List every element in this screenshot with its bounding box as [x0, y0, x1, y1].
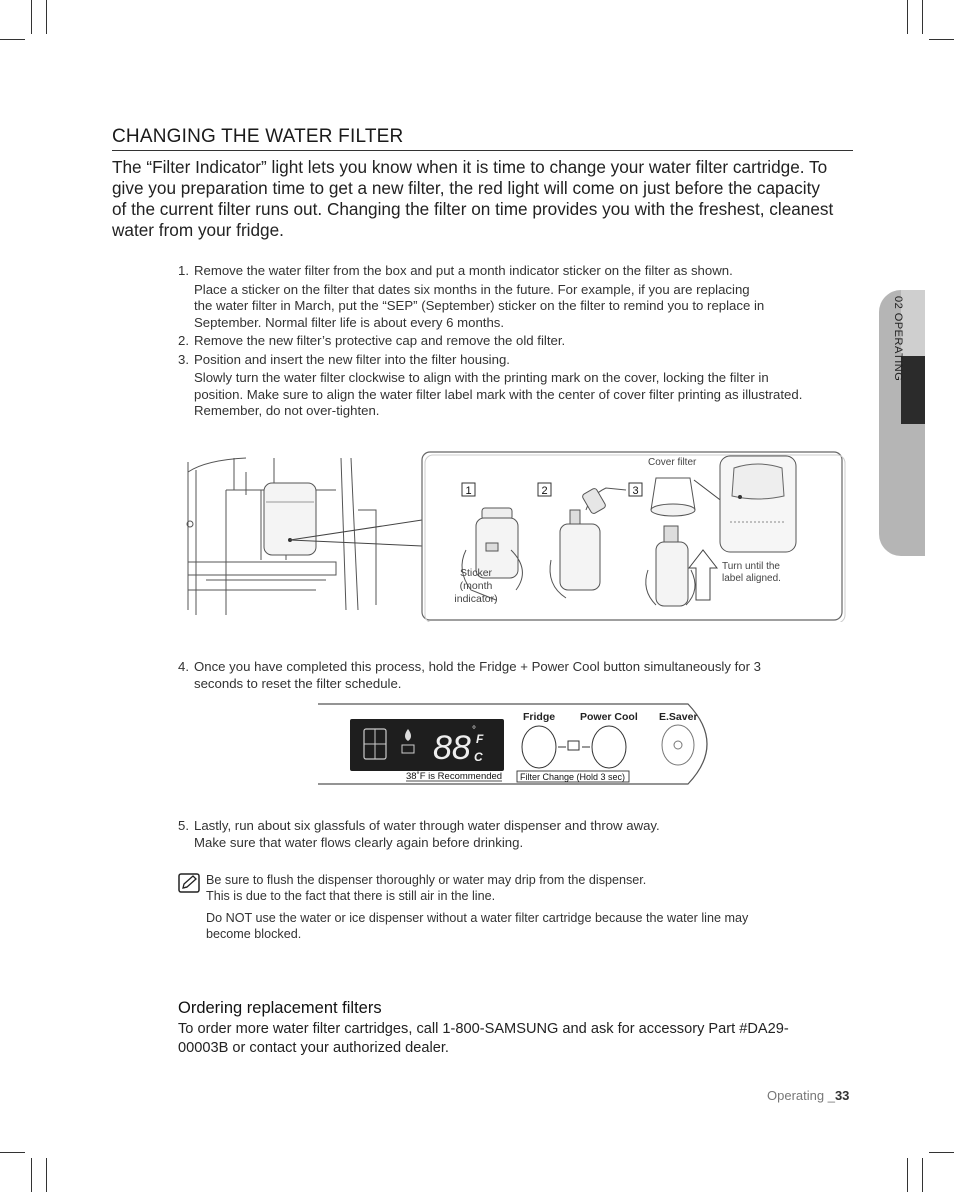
- note-line: become blocked.: [206, 927, 302, 941]
- crop-mark: [46, 0, 47, 34]
- step-number: 3.: [178, 351, 189, 367]
- unit-c-label: C: [474, 750, 483, 764]
- step-text: Lastly, run about six glassfuls of water through water dispenser and throw away.: [194, 818, 660, 833]
- crop-mark: [0, 1152, 25, 1153]
- crop-mark: [907, 0, 908, 34]
- sticker-label: Sticker: [459, 567, 493, 579]
- crop-mark: [929, 39, 954, 40]
- page-number: 33: [834, 1088, 850, 1103]
- esaver-button[interactable]: [662, 725, 694, 765]
- crop-mark: [31, 1158, 32, 1192]
- detail-line: September. Normal filter life is about every 6 months.: [194, 314, 505, 330]
- side-tab-segment: [901, 290, 925, 356]
- title-divider: [112, 150, 853, 151]
- temperature-digits: 88: [433, 729, 471, 767]
- step-marker-3: [629, 483, 642, 497]
- side-tab-label: 02 OPERATING: [892, 296, 904, 382]
- step-1: [178, 263, 853, 280]
- fridge-label: Fridge: [523, 711, 556, 723]
- crop-mark: [0, 39, 25, 40]
- step-text: Make sure that water flows clearly again before drinking.: [194, 834, 524, 850]
- sticker-label: indicator): [454, 593, 498, 605]
- ordering-paragraph: [178, 1020, 838, 1058]
- filter-installation-illustration: [186, 450, 846, 622]
- intro-line: The “Filter Indicator” light lets you know when it is time to change your water filter cartridge. To: [112, 157, 828, 177]
- unit-f-label: F: [476, 732, 484, 746]
- step-1-detail: [178, 282, 853, 332]
- crop-mark: [922, 0, 923, 34]
- step-2: [178, 333, 853, 350]
- intro-line: water from your fridge.: [112, 220, 284, 240]
- intro-line: of the current filter runs out. Changing the filter on time provides you with the freshest, cleanest: [112, 199, 834, 219]
- step-marker-label: 2: [541, 485, 548, 497]
- recommended-label: 38˚F is Recommended: [406, 771, 503, 782]
- ordering-line: To order more water filter cartridges, call 1-800-SAMSUNG and ask for accessory Part #DA29-: [178, 1021, 789, 1037]
- turn-label: label aligned.: [722, 573, 781, 584]
- ordering-heading: Ordering replacement filters: [178, 999, 382, 1017]
- step-number: 4.: [178, 659, 189, 674]
- step-marker-1: [462, 483, 475, 497]
- steps-list: [178, 263, 853, 420]
- filter-change-label: Filter Change (Hold 3 sec): [520, 772, 626, 782]
- note-line: This is due to the fact that there is still air in the line.: [206, 889, 496, 903]
- detail-line: Place a sticker on the filter that dates six months in the future. For example, if you are replacing: [194, 281, 750, 297]
- crop-mark: [31, 0, 32, 34]
- footer-section: Operating _: [767, 1088, 835, 1103]
- note-pencil-icon: [178, 873, 200, 893]
- step-marker-label: 3: [632, 485, 639, 497]
- turn-label: Turn until the: [722, 561, 780, 572]
- crop-mark: [922, 1158, 923, 1192]
- power-cool-button[interactable]: [592, 726, 626, 768]
- step-4-line: [178, 659, 853, 676]
- step-3: [178, 352, 853, 369]
- step-marker-2: [538, 483, 551, 497]
- power-cool-label: Power Cool: [580, 711, 638, 723]
- ordering-line: 00003B or contact your authorized dealer.: [178, 1040, 449, 1056]
- note-line: Do NOT use the water or ice dispenser without a water filter cartridge because the water line may: [206, 911, 749, 925]
- crop-mark: [46, 1158, 47, 1192]
- control-panel-illustration: [318, 703, 728, 785]
- page-footer: [767, 1088, 849, 1103]
- step-5: [178, 818, 853, 851]
- intro-line: give you preparation time to get a new filter, the red light will come on just before the capacity: [112, 178, 820, 198]
- note-block: [206, 872, 816, 942]
- intro-paragraph: [112, 157, 842, 241]
- step-text: Once you have completed this process, hold the Fridge + Power Cool button simultaneously for 3: [194, 659, 762, 674]
- installed-filter-drawing: [264, 483, 316, 555]
- fridge-button[interactable]: [522, 726, 556, 768]
- step-marker-label: 1: [465, 485, 472, 497]
- sticker-label: (month: [459, 580, 493, 592]
- step-number: 5.: [178, 818, 189, 833]
- step-4: [178, 659, 853, 692]
- step-3-detail: [178, 370, 853, 420]
- detail-line: Remember, do not over-tighten.: [194, 403, 380, 418]
- aligned-filter-closeup-drawing: [720, 456, 796, 552]
- step-5-line: [178, 818, 853, 835]
- detail-line: position. Make sure to align the water filter label mark with the center of cover filter printing as illustrated.: [194, 386, 803, 402]
- crop-mark: [907, 1158, 908, 1192]
- crop-mark: [929, 1152, 954, 1153]
- step-text: Remove the water filter from the box and put a month indicator sticker on the filter as shown.: [194, 263, 733, 278]
- degree-mark: °: [472, 725, 476, 736]
- step-text: Remove the new filter’s protective cap and remove the old filter.: [194, 333, 566, 348]
- note-line: Be sure to flush the dispenser thoroughly or water may drip from the dispenser.: [206, 873, 647, 887]
- side-tab-active-segment: [901, 356, 925, 424]
- detail-line: Slowly turn the water filter clockwise to align with the printing mark on the cover, locking the filter in: [194, 370, 769, 385]
- page-title: CHANGING THE WATER FILTER: [112, 126, 404, 147]
- step-text: seconds to reset the filter schedule.: [194, 675, 402, 691]
- step-number: 2.: [178, 333, 189, 348]
- esaver-label: E.Saver: [659, 711, 698, 723]
- step-number: 1.: [178, 263, 189, 278]
- detail-line: the water filter in March, put the “SEP” (September) sticker on the filter to remind you to replace in: [194, 298, 765, 313]
- step-text: Position and insert the new filter into the filter housing.: [194, 351, 510, 367]
- cover-filter-label: Cover filter: [648, 457, 697, 468]
